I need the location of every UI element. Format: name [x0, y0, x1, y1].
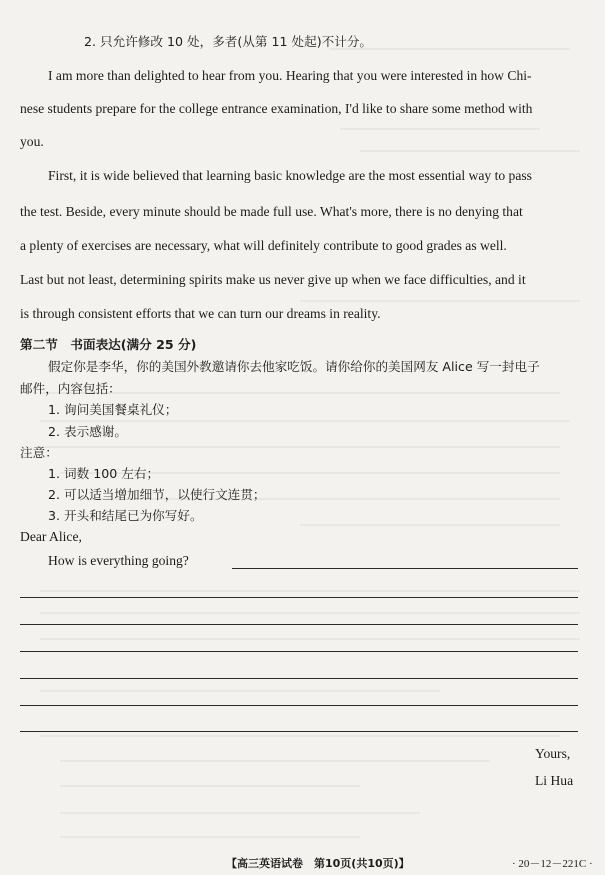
- writing-line: [20, 624, 578, 625]
- writing-line: [20, 731, 578, 732]
- essay-line-4: First, it is wide believed that learning basic knowledge are the most essential way to pass: [48, 168, 532, 183]
- writing-line: [232, 568, 578, 569]
- writing-line: [20, 678, 578, 679]
- essay-line-6: a plenty of exercises are necessary, what will definitely contribute to good grades as well.: [20, 238, 507, 253]
- letter-signature: Li Hua: [535, 773, 574, 788]
- essay-line-2: nese students prepare for the college entrance examination, I'd like to share some method with: [20, 101, 533, 116]
- writing-line: [20, 705, 578, 706]
- task-prompt-line-2: 邮件，内容包括：: [20, 381, 121, 396]
- essay-line-5: the test. Beside, every minute should be made full use. What's more, there is no denying that: [20, 204, 523, 219]
- essay-line-7: Last but not least, determining spirits make us never give up when we face difficulties, and it: [20, 272, 526, 287]
- writing-line: [20, 597, 578, 598]
- essay-line-8: is through consistent efforts that we can turn our dreams in reality.: [20, 306, 381, 321]
- correction-rule-note: 2. 只允许修改 10 处，多者(从第 11 处起)不计分。: [84, 34, 373, 49]
- section-title: 第二节 书面表达(满分 25 分): [20, 337, 197, 352]
- page-footer: 【高三英语试卷 第10页(共10页)】: [226, 857, 410, 870]
- writing-line: [20, 651, 578, 652]
- essay-line-1: I am more than delighted to hear from you. Hearing that you were interested in how Chi-: [48, 68, 532, 83]
- letter-greeting: Dear Alice,: [20, 529, 82, 544]
- essay-line-3: you.: [20, 134, 44, 149]
- paper-code: · 20－12－221C ·: [512, 858, 593, 870]
- note-item-1: 1. 词数 100 左右；: [48, 466, 160, 481]
- task-prompt-line-1: 假定你是李华，你的美国外教邀请你去他家吃饭。请你给你的美国网友 Alice 写一封电子: [48, 359, 540, 374]
- task-item-1: 1. 询问美国餐桌礼仪；: [48, 402, 178, 417]
- note-item-2: 2. 可以适当增加细节，以使行文连贯；: [48, 487, 266, 502]
- task-item-2: 2. 表示感谢。: [48, 424, 127, 439]
- letter-closing: Yours,: [535, 746, 571, 761]
- letter-opening: How is everything going?: [48, 553, 189, 568]
- note-item-3: 3. 开头和结尾已为你写好。: [48, 508, 203, 523]
- notes-label: 注意：: [20, 445, 58, 460]
